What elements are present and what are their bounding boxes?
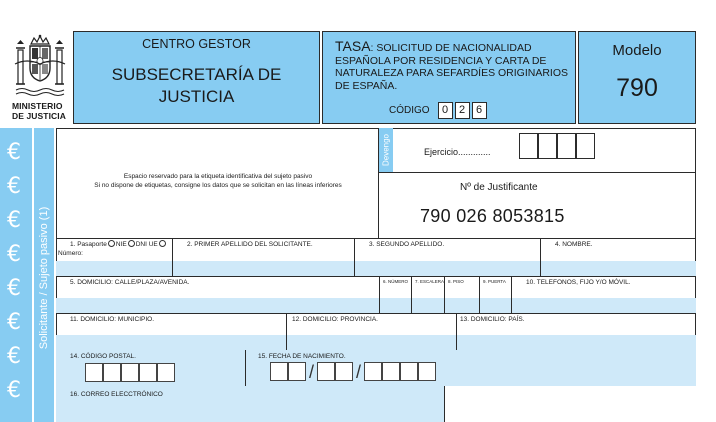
- euro-icon: €: [7, 208, 21, 233]
- etiqueta-text: [58, 172, 378, 190]
- solicitante-strip: [34, 128, 54, 422]
- piso-label: 8. PISO: [448, 279, 464, 284]
- escalera-label: 7. ESCALERA: [415, 279, 445, 284]
- codigo-digit: 2: [455, 102, 470, 119]
- etiqueta-line-1: Espacio reservado para la etiqueta identificativa del sujeto pasivo: [123, 173, 313, 180]
- codigo-postal-input[interactable]: [85, 363, 175, 382]
- euro-icon: €: [7, 378, 21, 403]
- centro-gestor-name: SUBSECRETARÍA DE JUSTICIA: [111, 65, 282, 106]
- field-documento: [56, 238, 173, 276]
- ministry-name: MINISTERIO DE JUSTICIA: [12, 101, 66, 121]
- anio-digit-box[interactable]: [400, 362, 418, 381]
- nombre-input[interactable]: [541, 261, 696, 276]
- euro-strip: [0, 128, 32, 422]
- row-domicilio: [56, 276, 696, 313]
- codigo: [389, 102, 487, 119]
- ejercicio-digit-box[interactable]: [519, 133, 538, 159]
- field-segundo-apellido: [355, 238, 541, 276]
- mes-digit-box[interactable]: [317, 362, 335, 381]
- date-separator: /: [309, 362, 315, 382]
- field-municipio: [56, 313, 287, 350]
- cp-digit-box[interactable]: [121, 363, 139, 382]
- ejercicio-digit-box[interactable]: [576, 133, 595, 159]
- pais-input[interactable]: [457, 335, 696, 350]
- codigo-digit: 6: [472, 102, 487, 119]
- municipio-input[interactable]: [56, 335, 286, 350]
- field-calle: [56, 276, 380, 313]
- row-localidad: [56, 313, 696, 350]
- etiqueta-line-2: Si no dispone de etiquetas, consigne los datos que se solicitan en las líneas inferiores: [94, 182, 342, 189]
- mes-digit-box[interactable]: [335, 362, 353, 381]
- divider: [379, 172, 696, 173]
- row-email: [56, 386, 696, 422]
- calle-label: 5. DOMICILIO: CALLE/PLAZA/AVENIDA.: [70, 279, 190, 286]
- ejercicio-input[interactable]: [519, 133, 595, 159]
- field-provincia: [287, 313, 457, 350]
- puerta-label: 9. PUERTA: [483, 279, 506, 284]
- nie-radio[interactable]: [128, 240, 135, 247]
- dia-digit-box[interactable]: [270, 362, 288, 381]
- field-telefonos: [512, 276, 696, 313]
- cp-digit-box[interactable]: [139, 363, 157, 382]
- pais-label: 13. DOMICILIO: PAÍS.: [460, 316, 525, 323]
- codigo-postal-label: 14. CÓDIGO POSTAL.: [70, 353, 136, 360]
- provincia-label: 12. DOMICILIO: PROVINCIA.: [292, 316, 378, 323]
- codigo-digit: 0: [438, 102, 453, 119]
- nombre-label: 4. NOMBRE.: [555, 241, 593, 248]
- field-escalera: [412, 276, 445, 313]
- pasaporte-label: 1. Pasaporte: [70, 241, 107, 248]
- telefonos-label: 10. TELEFONOS, FIJO Y/O MÓVIL.: [526, 279, 631, 286]
- modelo-number: 790: [616, 74, 658, 102]
- centro-gestor-label: CENTRO GESTOR: [142, 37, 251, 51]
- justificante-label: Nº de Justificante: [460, 182, 538, 193]
- dni-ue-radio[interactable]: [159, 240, 166, 247]
- euro-icon: €: [7, 174, 21, 199]
- centro-gestor-box: [73, 31, 320, 124]
- numero-dom-input[interactable]: [380, 298, 411, 313]
- field-codigo-postal: [56, 350, 246, 386]
- field-documento-label: [70, 240, 167, 248]
- codigo-label: CÓDIGO: [389, 105, 430, 116]
- euro-icon: €: [7, 140, 21, 165]
- puerta-input[interactable]: [480, 298, 511, 313]
- dni-label: DNI UE: [135, 241, 158, 248]
- euro-icon: €: [7, 242, 21, 267]
- euro-icon: €: [7, 344, 21, 369]
- tasa-description: TASA: SOLICITUD DE NACIONALIDAD ESPAÑOLA POR RESIDENCIA Y CARTA DE NATURALEZA PARA SEFARDÍES ORIGINARIOS DE ESPAÑA.: [335, 38, 568, 92]
- modelo-box: [578, 31, 696, 124]
- segundo-apellido-input[interactable]: [355, 261, 540, 276]
- piso-input[interactable]: [445, 298, 479, 313]
- cp-digit-box[interactable]: [85, 363, 103, 382]
- field-pais: [457, 313, 696, 350]
- numero-input[interactable]: [56, 261, 172, 276]
- numero-label: Número:: [58, 250, 83, 257]
- pasaporte-radio[interactable]: [108, 240, 115, 247]
- devengo-strip: [379, 128, 393, 172]
- field-piso: [445, 276, 480, 313]
- municipio-label: 11. DOMICILIO: MUNICIPIO.: [70, 316, 155, 323]
- tasa-text: SOLICITUD DE NACIONALIDAD ESPAÑOLA POR RESIDENCIA Y CARTA DE NATURALEZA PARA SEFARDÍES ORIGINARIOS DE ESPAÑA.: [335, 42, 568, 92]
- ejercicio-digit-box[interactable]: [557, 133, 576, 159]
- anio-digit-box[interactable]: [382, 362, 400, 381]
- dia-digit-box[interactable]: [288, 362, 306, 381]
- devengo-label: Devengo: [381, 133, 391, 167]
- modelo-label: Modelo: [612, 42, 662, 59]
- row-identity: [56, 238, 696, 276]
- date-separator: /: [356, 362, 362, 382]
- primer-apellido-label: 2. PRIMER APELLIDO DEL SOLICITANTE.: [187, 241, 313, 248]
- field-numero: [380, 276, 412, 313]
- escalera-input[interactable]: [412, 298, 444, 313]
- telefonos-input[interactable]: [512, 298, 696, 313]
- ejercicio-label: Ejercicio.............: [424, 147, 491, 157]
- primer-apellido-input[interactable]: [173, 261, 354, 276]
- nie-label: NIE: [115, 241, 127, 248]
- cp-digit-box[interactable]: [103, 363, 121, 382]
- solicitante-label: Solicitante / Sujeto pasivo (1): [38, 206, 50, 350]
- fecha-nacimiento-label: 15. FECHA DE NACIMIENTO.: [258, 353, 346, 360]
- field-fecha-nacimiento: [246, 350, 696, 386]
- fecha-nacimiento-input[interactable]: [270, 362, 436, 382]
- justificante-number: 790 026 8053815: [420, 206, 565, 226]
- field-primer-apellido: [173, 238, 355, 276]
- provincia-input[interactable]: [287, 335, 456, 350]
- euro-icon: €: [7, 310, 21, 335]
- field-puerta: [480, 276, 512, 313]
- correo-label: 16. CORREO ELECCTRÓNICO: [70, 391, 163, 398]
- numero-dom-label: 6. NÚMERO: [383, 279, 409, 284]
- field-nombre: [541, 238, 696, 276]
- cp-digit-box[interactable]: [157, 363, 175, 382]
- calle-input[interactable]: [56, 298, 379, 313]
- ejercicio-digit-box[interactable]: [538, 133, 557, 159]
- tasa-label: TASA: [335, 38, 371, 54]
- coat-of-arms-logo: [12, 34, 68, 98]
- tasa-box: [322, 31, 576, 124]
- blank-area: [445, 386, 696, 422]
- etiqueta-area[interactable]: [58, 130, 378, 236]
- anio-digit-box[interactable]: [364, 362, 382, 381]
- anio-digit-box[interactable]: [418, 362, 436, 381]
- euro-icon: €: [7, 276, 21, 301]
- field-correo: [56, 386, 445, 422]
- segundo-apellido-label: 3. SEGUNDO APELLIDO.: [369, 241, 445, 248]
- row-cp-nacimiento: [56, 350, 696, 386]
